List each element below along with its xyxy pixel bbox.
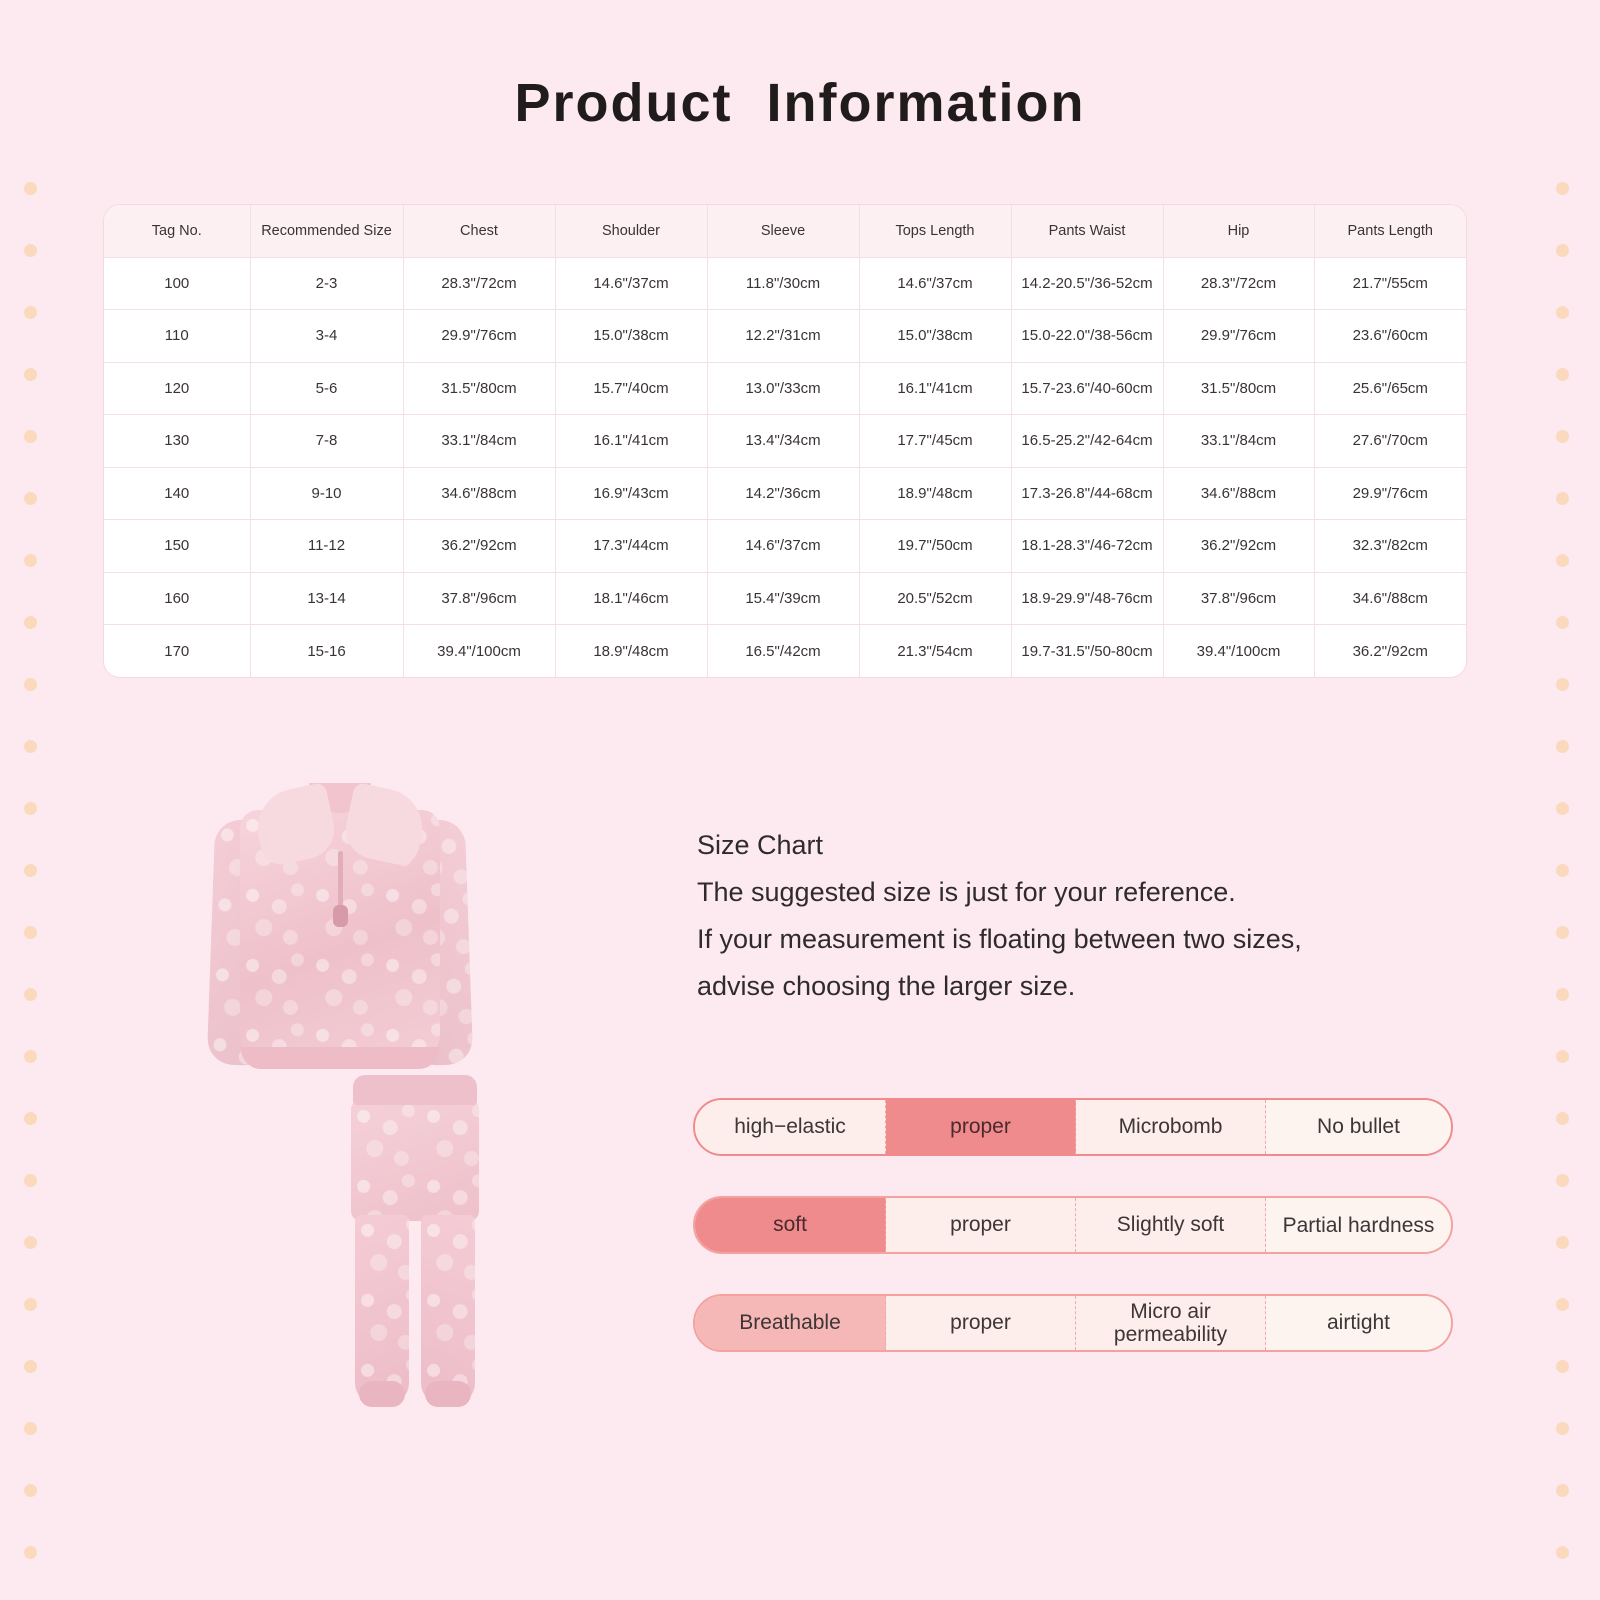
decorative-dot — [24, 1360, 37, 1373]
pants-left-cuff — [359, 1381, 405, 1407]
table-header-row — [104, 205, 1466, 257]
cell-tops-length: 18.9"/48cm — [859, 467, 1011, 520]
pants-waistband — [353, 1075, 477, 1105]
cell-tag-no: 170 — [104, 625, 250, 678]
cell-tag-no: 160 — [104, 572, 250, 625]
table-row — [104, 257, 1466, 310]
decorative-dot — [24, 1298, 37, 1311]
decorative-dot — [24, 802, 37, 815]
cell-tag-no: 130 — [104, 415, 250, 468]
decorative-dot — [1556, 1422, 1569, 1435]
decorative-dot — [1556, 678, 1569, 691]
cell-sleeve: 12.2"/31cm — [707, 310, 859, 363]
cell-tag-no: 110 — [104, 310, 250, 363]
decorative-dot — [1556, 1546, 1569, 1559]
table-row — [104, 467, 1466, 520]
elasticity-bar — [693, 1098, 1453, 1156]
cell-hip: 31.5"/80cm — [1163, 362, 1314, 415]
page-title: Product Information — [514, 73, 1086, 133]
cell-chest: 31.5"/80cm — [403, 362, 555, 415]
softness-bar — [693, 1196, 1453, 1254]
decorative-dot — [1556, 1484, 1569, 1497]
decorative-dot — [1556, 306, 1569, 319]
column-header-pants-waist: Pants Waist — [1011, 205, 1163, 257]
fleece-jacket-illustration — [205, 765, 475, 1085]
column-header-hip: Hip — [1163, 205, 1314, 257]
cell-sleeve: 14.6"/37cm — [707, 520, 859, 573]
column-header-recommended-size: Recommended Size — [250, 205, 403, 257]
table-row — [104, 520, 1466, 573]
breathability-option-proper[interactable]: proper — [886, 1296, 1076, 1350]
cell-tops-length: 20.5"/52cm — [859, 572, 1011, 625]
cell-pants-length: 25.6"/65cm — [1314, 362, 1466, 415]
column-header-tag-no: Tag No. — [104, 205, 250, 257]
fleece-pants-illustration — [335, 1075, 495, 1425]
cell-pants-waist: 15.7-23.6"/40-60cm — [1011, 362, 1163, 415]
decorative-dot — [1556, 182, 1569, 195]
cell-recommended-size: 2-3 — [250, 257, 403, 310]
decorative-dots-right — [1546, 0, 1586, 1600]
cell-shoulder: 18.9"/48cm — [555, 625, 707, 678]
cell-hip: 39.4"/100cm — [1163, 625, 1314, 678]
table-body — [104, 257, 1466, 677]
cell-tops-length: 21.3"/54cm — [859, 625, 1011, 678]
cell-sleeve: 13.4"/34cm — [707, 415, 859, 468]
breathability-option-airtight[interactable]: airtight — [1266, 1296, 1451, 1350]
decorative-dot — [24, 430, 37, 443]
decorative-dot — [24, 926, 37, 939]
column-header-tops-length: Tops Length — [859, 205, 1011, 257]
cell-recommended-size: 9-10 — [250, 467, 403, 520]
decorative-dot — [24, 1174, 37, 1187]
cell-tag-no: 140 — [104, 467, 250, 520]
decorative-dot — [1556, 554, 1569, 567]
product-photo — [185, 745, 605, 1445]
notes-line-1: The suggested size is just for your reference. — [697, 877, 1236, 907]
cell-recommended-size: 11-12 — [250, 520, 403, 573]
cell-hip: 34.6"/88cm — [1163, 467, 1314, 520]
pants-right-cuff — [425, 1381, 471, 1407]
cell-pants-waist: 18.1-28.3"/46-72cm — [1011, 520, 1163, 573]
decorative-dot — [24, 678, 37, 691]
decorative-dot — [1556, 1298, 1569, 1311]
cell-tag-no: 100 — [104, 257, 250, 310]
decorative-dot — [24, 244, 37, 257]
table-row — [104, 310, 1466, 363]
table-row — [104, 625, 1466, 678]
decorative-dot — [1556, 864, 1569, 877]
cell-pants-length: 29.9"/76cm — [1314, 467, 1466, 520]
elasticity-option-microbomb[interactable]: Microbomb — [1076, 1100, 1266, 1154]
decorative-dot — [24, 492, 37, 505]
cell-tops-length: 17.7"/45cm — [859, 415, 1011, 468]
elasticity-option-no-bullet[interactable]: No bullet — [1266, 1100, 1451, 1154]
cell-pants-waist: 18.9-29.9"/48-76cm — [1011, 572, 1163, 625]
cell-tag-no: 120 — [104, 362, 250, 415]
cell-chest: 29.9"/76cm — [403, 310, 555, 363]
decorative-dot — [1556, 1174, 1569, 1187]
column-header-sleeve: Sleeve — [707, 205, 859, 257]
decorative-dot — [1556, 1236, 1569, 1249]
cell-chest: 37.8"/96cm — [403, 572, 555, 625]
cell-pants-waist: 15.0-22.0"/38-56cm — [1011, 310, 1163, 363]
fabric-property-bars — [693, 1098, 1453, 1392]
decorative-dot — [24, 740, 37, 753]
cell-shoulder: 17.3"/44cm — [555, 520, 707, 573]
cell-hip: 37.8"/96cm — [1163, 572, 1314, 625]
notes-line-2: If your measurement is floating between two sizes, — [697, 924, 1302, 954]
cell-pants-waist: 16.5-25.2"/42-64cm — [1011, 415, 1163, 468]
decorative-dot — [1556, 802, 1569, 815]
cell-shoulder: 15.7"/40cm — [555, 362, 707, 415]
decorative-dot — [24, 1546, 37, 1559]
cell-pants-length: 34.6"/88cm — [1314, 572, 1466, 625]
column-header-shoulder: Shoulder — [555, 205, 707, 257]
cell-shoulder: 15.0"/38cm — [555, 310, 707, 363]
cell-shoulder: 14.6"/37cm — [555, 257, 707, 310]
cell-tops-length: 15.0"/38cm — [859, 310, 1011, 363]
cell-sleeve: 11.8"/30cm — [707, 257, 859, 310]
size-chart-table — [104, 205, 1466, 677]
size-chart-notes — [697, 822, 1497, 1010]
decorative-dot — [1556, 430, 1569, 443]
softness-option-slightly-soft[interactable]: Slightly soft — [1076, 1198, 1266, 1252]
cell-shoulder: 18.1"/46cm — [555, 572, 707, 625]
notes-line-3: advise choosing the larger size. — [697, 971, 1076, 1001]
cell-recommended-size: 7-8 — [250, 415, 403, 468]
decorative-dot — [1556, 1360, 1569, 1373]
cell-chest: 33.1"/84cm — [403, 415, 555, 468]
cell-chest: 34.6"/88cm — [403, 467, 555, 520]
decorative-dot — [24, 182, 37, 195]
breathability-option-micro-air-permeability[interactable]: Micro air permeability — [1076, 1296, 1266, 1350]
cell-shoulder: 16.9"/43cm — [555, 467, 707, 520]
breathability-bar — [693, 1294, 1453, 1352]
cell-recommended-size: 3-4 — [250, 310, 403, 363]
cell-pants-length: 23.6"/60cm — [1314, 310, 1466, 363]
cell-pants-length: 21.7"/55cm — [1314, 257, 1466, 310]
elasticity-option-high-elastic[interactable]: high−elastic — [695, 1100, 886, 1154]
cell-shoulder: 16.1"/41cm — [555, 415, 707, 468]
cell-chest: 36.2"/92cm — [403, 520, 555, 573]
decorative-dot — [24, 988, 37, 1001]
cell-tops-length: 16.1"/41cm — [859, 362, 1011, 415]
decorative-dot — [1556, 926, 1569, 939]
cell-pants-waist: 19.7-31.5"/50-80cm — [1011, 625, 1163, 678]
cell-recommended-size: 15-16 — [250, 625, 403, 678]
decorative-dot — [24, 368, 37, 381]
cell-chest: 28.3"/72cm — [403, 257, 555, 310]
decorative-dot — [1556, 492, 1569, 505]
cell-sleeve: 14.2"/36cm — [707, 467, 859, 520]
cell-pants-length: 36.2"/92cm — [1314, 625, 1466, 678]
size-chart-table-container — [104, 205, 1466, 677]
cell-pants-length: 32.3"/82cm — [1314, 520, 1466, 573]
jacket-zipper-pull — [333, 905, 348, 927]
breathability-option-breathable-selected[interactable]: Breathable — [695, 1296, 886, 1350]
table-row — [104, 572, 1466, 625]
decorative-dot — [24, 1236, 37, 1249]
cell-hip: 28.3"/72cm — [1163, 257, 1314, 310]
cell-hip: 36.2"/92cm — [1163, 520, 1314, 573]
cell-sleeve: 15.4"/39cm — [707, 572, 859, 625]
softness-option-soft-selected[interactable]: soft — [695, 1198, 886, 1252]
softness-option-partial-hardness[interactable]: Partial hardness — [1266, 1198, 1451, 1252]
column-header-pants-length: Pants Length — [1314, 205, 1466, 257]
cell-hip: 33.1"/84cm — [1163, 415, 1314, 468]
jacket-zipper — [338, 851, 343, 911]
decorative-dot — [24, 1112, 37, 1125]
decorative-dot — [24, 1484, 37, 1497]
pants-right-leg — [421, 1215, 475, 1405]
cell-pants-waist: 14.2-20.5"/36-52cm — [1011, 257, 1163, 310]
cell-tag-no: 150 — [104, 520, 250, 573]
cell-tops-length: 19.7"/50cm — [859, 520, 1011, 573]
decorative-dot — [1556, 368, 1569, 381]
cell-recommended-size: 13-14 — [250, 572, 403, 625]
table-header — [104, 205, 1466, 257]
decorative-dot — [1556, 988, 1569, 1001]
cell-recommended-size: 5-6 — [250, 362, 403, 415]
cell-sleeve: 16.5"/42cm — [707, 625, 859, 678]
cell-hip: 29.9"/76cm — [1163, 310, 1314, 363]
decorative-dot — [1556, 740, 1569, 753]
cell-tops-length: 14.6"/37cm — [859, 257, 1011, 310]
pants-left-leg — [355, 1215, 409, 1405]
decorative-dot — [1556, 1112, 1569, 1125]
decorative-dot — [24, 1050, 37, 1063]
table-row — [104, 415, 1466, 468]
cell-sleeve: 13.0"/33cm — [707, 362, 859, 415]
cell-pants-waist: 17.3-26.8"/44-68cm — [1011, 467, 1163, 520]
elasticity-option-proper-selected[interactable]: proper — [886, 1100, 1076, 1154]
decorative-dot — [24, 1422, 37, 1435]
decorative-dot — [24, 864, 37, 877]
column-header-chest: Chest — [403, 205, 555, 257]
decorative-dot — [24, 554, 37, 567]
decorative-dot — [1556, 616, 1569, 629]
decorative-dot — [1556, 1050, 1569, 1063]
table-row — [104, 362, 1466, 415]
decorative-dot — [24, 616, 37, 629]
decorative-dots-left — [14, 0, 54, 1600]
decorative-dot — [24, 306, 37, 319]
jacket-hem — [241, 1047, 439, 1069]
cell-chest: 39.4"/100cm — [403, 625, 555, 678]
cell-pants-length: 27.6"/70cm — [1314, 415, 1466, 468]
notes-heading: Size Chart — [697, 830, 824, 860]
softness-option-proper[interactable]: proper — [886, 1198, 1076, 1252]
pants-hip-section — [351, 1101, 479, 1221]
decorative-dot — [1556, 244, 1569, 257]
